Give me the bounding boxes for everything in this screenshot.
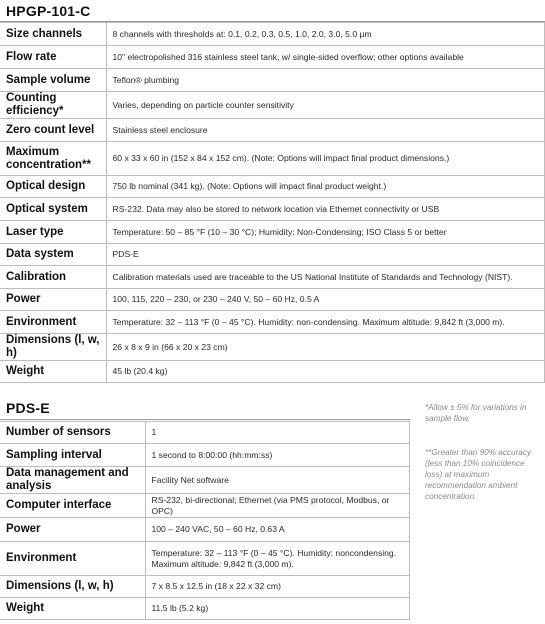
pds-spec-body — [0, 422, 410, 620]
spec-value: Calibration materials used are traceable to the US National Institute of Standards and Technology (NIST). — [106, 266, 545, 289]
spec-row — [0, 467, 410, 494]
spec-value: 10" electropolished 316 stainless steel tank, w/ single-sided overflow; other options available — [106, 46, 545, 69]
spec-label: Size channels — [0, 23, 106, 46]
spec-value: Temperature: 32 – 113 °F (0 – 45 °C). Humidity: non-condensing. Maximum altitude: 9,842 ft (3,000 m). — [106, 311, 545, 334]
spec-label: Weight — [0, 598, 145, 620]
spec-row — [0, 244, 545, 266]
section-title-pds: PDS-E — [6, 400, 50, 416]
spec-value: 26 x 8 x 9 in (66 x 20 x 23 cm) — [106, 334, 545, 361]
footnote-concentration: **Greater than 90% accuracy (less than 10% coincidence loss) at maximum recommendation ambient concentration. — [425, 448, 532, 501]
pds-spec-table — [0, 421, 410, 620]
spec-row — [0, 142, 545, 176]
spec-row — [0, 119, 545, 142]
spec-value: 60 x 33 x 60 in (152 x 84 x 152 cm). (Note: Options will impact final product dimensions.) — [106, 142, 545, 176]
spec-row — [0, 334, 545, 361]
spec-row — [0, 542, 410, 576]
spec-value: RS-232, bi-directional; Ethernet (via PMS protocol, Modbus, or OPC) — [145, 494, 410, 518]
spec-value: 1 — [145, 422, 410, 444]
spec-label: Sampling interval — [0, 444, 145, 467]
spec-label: Number of sensors — [0, 422, 145, 444]
spec-row — [0, 198, 545, 221]
spec-value: PDS-E — [106, 244, 545, 266]
spec-row — [0, 266, 545, 289]
hpgp-spec-body — [0, 23, 545, 383]
footnote-flow: *Allow ± 5% for variations in sample flow. — [425, 403, 527, 423]
spec-label: Flow rate — [0, 46, 106, 69]
spec-value: 1 second to 8:00:00 (hh:mm:ss) — [145, 444, 410, 467]
spec-row — [0, 289, 545, 311]
spec-label: Power — [0, 518, 145, 542]
spec-row — [0, 69, 545, 92]
spec-label: Computer interface — [0, 494, 145, 518]
spec-value: 100, 115, 220 – 230, or 230 – 240 V, 50 – 60 Hz, 0.5 A — [106, 289, 545, 311]
spec-label: Sample volume — [0, 69, 106, 92]
spec-value: RS-232. Data may also be stored to network location via Ethernet connectivity or USB — [106, 198, 545, 221]
spec-row — [0, 422, 410, 444]
spec-label: Dimensions (l, w, h) — [0, 334, 106, 361]
spec-value: Temperature: 32 – 113 °F (0 – 45 °C). Humidity: noncondensing. Maximum altitude: 9,842 ft (3,000 m). — [145, 542, 410, 576]
spec-row — [0, 23, 545, 46]
spec-value: 45 lb (20.4 kg) — [106, 361, 545, 383]
spec-label: Data management and analysis — [0, 467, 145, 494]
spec-label: Weight — [0, 361, 106, 383]
hpgp-spec-table — [0, 22, 545, 383]
spec-label: Optical design — [0, 176, 106, 198]
spec-label: Dimensions (l, w, h) — [0, 576, 145, 598]
spec-label: Power — [0, 289, 106, 311]
spec-value: 8 channels with thresholds at: 0.1, 0.2, 0.3, 0.5, 1.0, 2.0, 3.0, 5.0 μm — [106, 23, 545, 46]
spec-value: Stainless steel enclosure — [106, 119, 545, 142]
spec-row — [0, 494, 410, 518]
spec-label: Calibration — [0, 266, 106, 289]
spec-row — [0, 598, 410, 620]
spec-label: Optical system — [0, 198, 106, 221]
section-title-hpgp: HPGP-101-C — [6, 3, 91, 19]
spec-label: Data system — [0, 244, 106, 266]
spec-value: 100 – 240 VAC, 50 – 60 Hz, 0.63 A — [145, 518, 410, 542]
spec-label: Zero count level — [0, 119, 106, 142]
spec-row — [0, 361, 545, 383]
spec-label: Counting efficiency* — [0, 92, 106, 119]
spec-row — [0, 176, 545, 198]
spec-value: Teflon® plumbing — [106, 69, 545, 92]
spec-value: Facility Net software — [145, 467, 410, 494]
spec-value: 11.5 lb (5.2 kg) — [145, 598, 410, 620]
spec-row — [0, 221, 545, 244]
spec-label: Environment — [0, 542, 145, 576]
spec-value: 750 lb nominal (341 kg). (Note: Options will impact final product weight.) — [106, 176, 545, 198]
spec-value: 7 x 8.5 x 12.5 in (18 x 22 x 32 cm) — [145, 576, 410, 598]
spec-row — [0, 444, 410, 467]
spec-label: Environment — [0, 311, 106, 334]
spec-label: Laser type — [0, 221, 106, 244]
spec-row — [0, 518, 410, 542]
spec-label: Maximum concentration** — [0, 142, 106, 176]
spec-value: Temperature: 50 – 85 °F (10 – 30 °C); Humidity: Non-Condensing; ISO Class 5 or better — [106, 221, 545, 244]
section-divider — [0, 419, 410, 420]
spec-row — [0, 576, 410, 598]
spec-row — [0, 92, 545, 119]
spec-row — [0, 46, 545, 69]
spec-row — [0, 311, 545, 334]
spec-value: Varies, depending on particle counter sensitivity — [106, 92, 545, 119]
